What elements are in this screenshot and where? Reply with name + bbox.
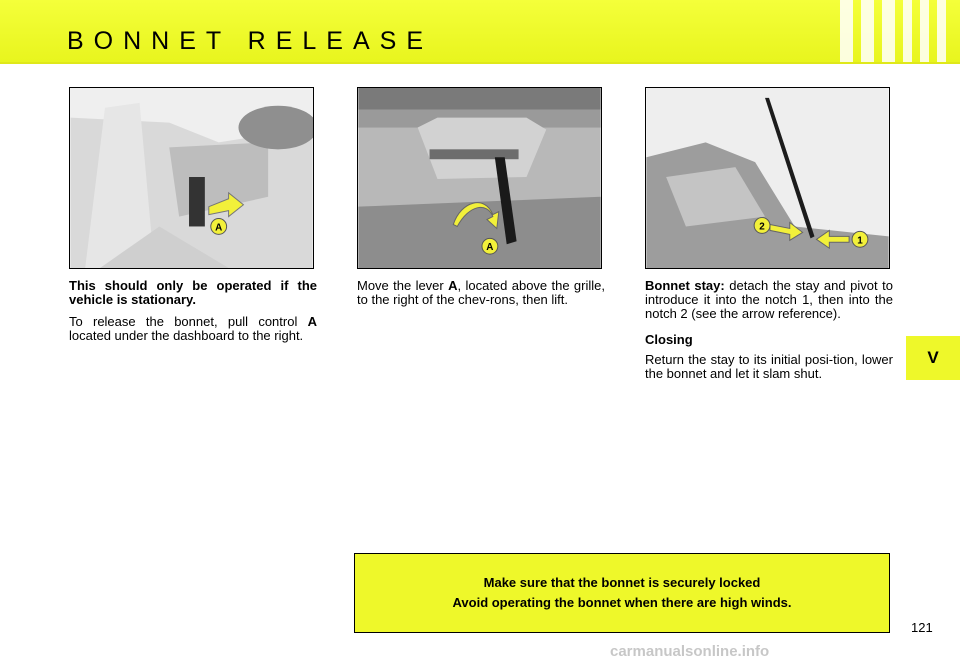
header-stripes (840, 0, 946, 62)
release-text-before: To release the bonnet, pull control (69, 314, 308, 329)
lever-a-label: A (448, 278, 458, 293)
chapter-tab-label: V (927, 348, 939, 367)
chapter-tab[interactable] (906, 336, 960, 380)
callout-1-label: 1 (857, 235, 863, 247)
column-release-control (69, 279, 317, 351)
page-number: 121 (911, 620, 933, 635)
photo-grille-lever (357, 87, 602, 269)
closing-heading: Closing (645, 332, 693, 347)
callout-a-label: A (215, 222, 223, 234)
header-stripe (861, 0, 874, 62)
column-lever (357, 279, 605, 315)
header-stripe (937, 0, 946, 62)
header-band (0, 0, 960, 64)
lever-text-after: , located above the grille, to the right of the chev-rons, then lift. (357, 278, 606, 307)
stay-instructions (645, 279, 893, 321)
bonnet-stay-illustration (646, 88, 889, 268)
header-stripe (840, 0, 853, 62)
lever-instructions (357, 279, 605, 307)
column-bonnet-stay (645, 279, 893, 389)
page-title: BONNET RELEASE (67, 27, 434, 55)
release-instructions (69, 315, 317, 343)
warning-line-1: Make sure that the bonnet is securely locked (483, 575, 761, 590)
stay-label: Bonnet stay: (645, 278, 725, 293)
lever-text-before: Move the lever (357, 278, 449, 293)
callout-a-label: A (486, 242, 494, 254)
watermark: carmanualsonline.info (610, 643, 770, 660)
closing-text: Return the stay to its initial posi-tion, lower the bonnet and let it slam shut. (645, 352, 893, 381)
photo-dashboard-release (69, 87, 314, 269)
grille-illustration (358, 88, 601, 268)
photo-bonnet-stay (645, 87, 890, 269)
dashboard-illustration (70, 88, 313, 268)
release-text-after: located under the dashboard to the right. (69, 328, 304, 343)
header-stripe (882, 0, 895, 62)
control-a-label: A (307, 314, 317, 329)
header-stripe (903, 0, 912, 62)
stationary-warning: This should only be operated if the vehicle is stationary. (69, 278, 317, 307)
callout-2-label: 2 (759, 221, 765, 233)
stay-text: detach the stay and pivot to introduce it into the notch 1, then into the notch 2 (see the arrow reference). (645, 278, 894, 321)
header-stripe (920, 0, 929, 62)
warning-box (354, 553, 890, 633)
warning-line-2: Avoid operating the bonnet when there are high winds. (452, 595, 792, 610)
